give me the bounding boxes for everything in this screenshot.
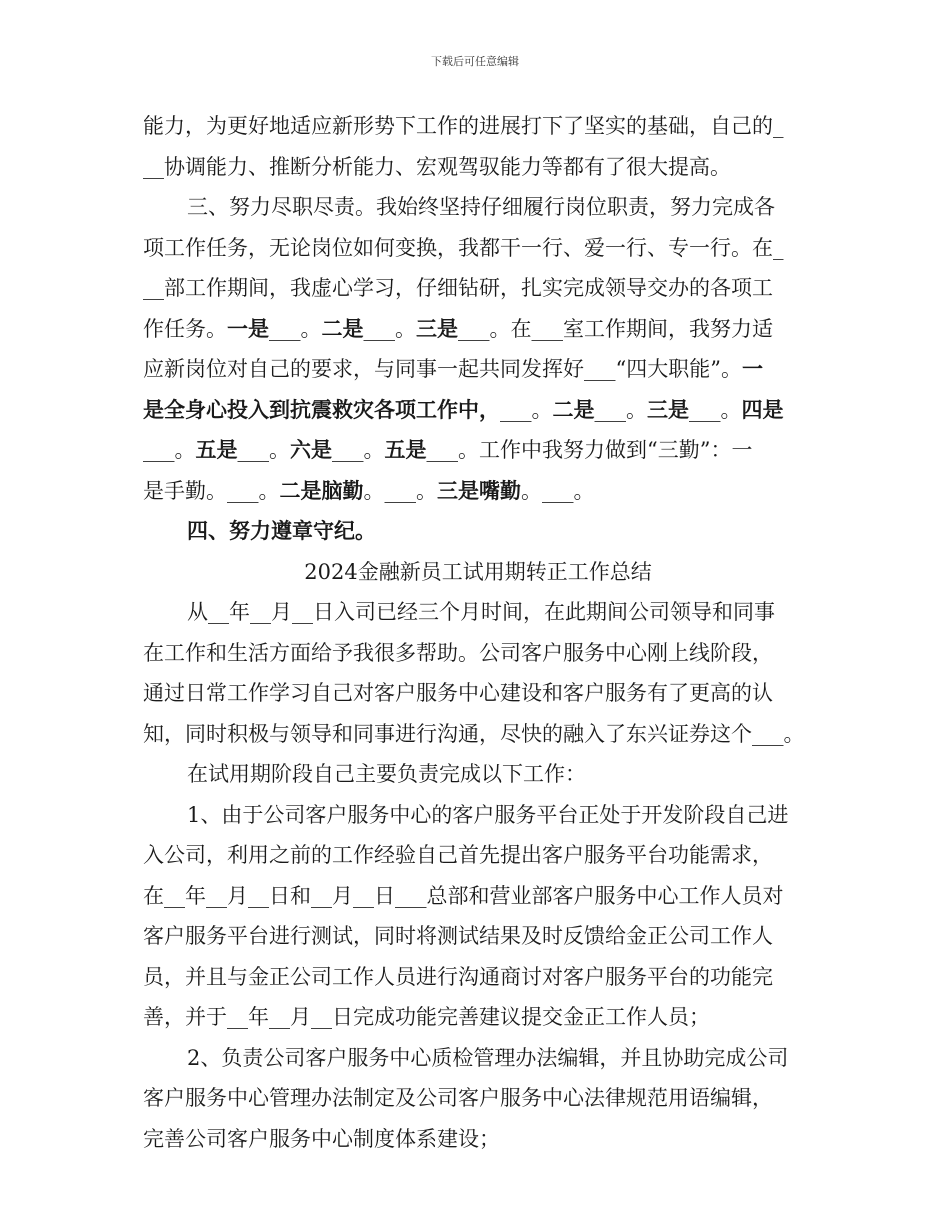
bold-text-segment: 二是脑勤 xyxy=(279,477,364,503)
paragraph-line xyxy=(143,309,813,350)
paragraph-line: 善，并于__年__月__日完成功能完善建议提交金正工作人员； xyxy=(143,1005,710,1029)
bold-text-segment: 三是 xyxy=(647,396,689,422)
section-three-line: 三、努力尽职尽责。我始终坚持仔细履行岗位职责，努力完成各 xyxy=(187,195,775,219)
bold-text-segment: 五是 xyxy=(384,437,427,462)
text-segment: ___。 xyxy=(269,316,322,341)
text-segment: ___。 xyxy=(500,397,553,422)
text-segment: 应新岗位对自己的要求，与同事一起共同发挥好___“四大职能”。 xyxy=(143,357,742,381)
paragraph-line xyxy=(143,471,813,512)
paragraph-line: 知，同时积极与领导和同事进行沟通，尽快的融入了东兴证券这个___。 xyxy=(143,721,805,746)
text-segment: ___。 xyxy=(237,438,290,462)
text-segment: 。___。 xyxy=(363,478,437,503)
paragraph-line: 入公司，利用之前的工作经验自己首先提出客户服务平台功能需求， xyxy=(143,843,773,867)
bold-text-segment: 一 xyxy=(741,356,763,381)
text-segment: ___。 xyxy=(689,397,742,422)
paragraph-line: 完善公司客户服务中心制度体系建设； xyxy=(143,1126,500,1151)
paragraph-line: 客户服务平台进行测试，同时将测试结果及时反馈给金正公司工作人 xyxy=(143,924,773,948)
bold-text-segment: 二是 xyxy=(552,396,595,422)
paragraph-line xyxy=(143,430,813,471)
bold-text-segment: 是全身心投入到抗震救灾各项工作中， xyxy=(143,396,500,422)
text-segment: ___。 xyxy=(143,438,196,462)
paragraph-line xyxy=(143,390,813,431)
bold-text-segment: 三是 xyxy=(416,315,458,341)
text-segment: ___。在___室工作期间，我努力适 xyxy=(458,316,773,341)
bold-text-segment: 三是嘴勤 xyxy=(437,477,521,503)
paragraph-line xyxy=(143,349,813,390)
bold-text-segment: 二是 xyxy=(321,315,364,341)
paragraph-line: __部工作期间，我虚心学习，仔细钻研，扎实完成领导交办的各项工 xyxy=(143,276,773,300)
text-segment: 是手勤。___。 xyxy=(143,478,280,503)
bold-text-segment: 五是 xyxy=(195,437,238,462)
text-segment: ___。 xyxy=(594,397,647,422)
paragraph-line: 在工作和生活方面给予我很多帮助。公司客户服务中心刚上线阶段， xyxy=(143,640,773,665)
bold-text-segment: 四是 xyxy=(741,396,784,422)
paragraph-line: 从__年__月__日入司已经三个月时间，在此期间公司领导和同事 xyxy=(187,600,775,624)
bold-text-segment: 六是 xyxy=(290,437,332,462)
paragraph-line: 员，并且与金正公司工作人员进行沟通商讨对客户服务平台的功能完 xyxy=(143,964,773,989)
section-four-heading: 四、努力遵章守纪。 xyxy=(187,518,376,543)
bold-text-segment: 一是 xyxy=(227,315,269,341)
document-body xyxy=(143,106,813,1159)
page-header: 下载后可任意编辑 xyxy=(431,55,519,68)
paragraph-line: 通过日常工作学习自己对客户服务中心建设和客户服务有了更高的认 xyxy=(143,681,773,705)
paragraph-line: 客户服务中心管理办法制定及公司客户服务中心法律规范用语编辑， xyxy=(143,1086,773,1110)
text-segment: ___。工作中我努力做到“三勤”：一 xyxy=(426,438,753,462)
text-segment: ___。 xyxy=(363,316,416,341)
text-segment: 作任务。 xyxy=(143,316,227,341)
list-item-2: 2、负责公司客户服务中心质检管理办法编辑，并且协助完成公司 xyxy=(187,1045,789,1070)
text-segment: 。___。 xyxy=(521,478,595,503)
text-segment: ___。 xyxy=(332,438,385,462)
document-title: 2024金融新员工试用期转正工作总结 xyxy=(304,559,652,584)
paragraph-line: 在试用期阶段自己主要负责完成以下工作： xyxy=(187,762,586,786)
paragraph-line: 能力，为更好地适应新形势下工作的进展打下了坚实的基础，自己的_ xyxy=(143,114,784,138)
list-item-1: 1、由于公司客户服务中心的客户服务平台正处于开发阶段自己进 xyxy=(187,802,789,827)
paragraph-line: 项工作任务，无论岗位如何变换，我都干一行、爱一行、专一行。在_ xyxy=(143,235,784,260)
paragraph-line: 在__年__月__日和__月__日___总部和营业部客户服务中心工作人员对 xyxy=(143,883,784,908)
paragraph-line: __协调能力、推断分析能力、宏观驾驭能力等都有了很大提高。 xyxy=(143,154,731,179)
